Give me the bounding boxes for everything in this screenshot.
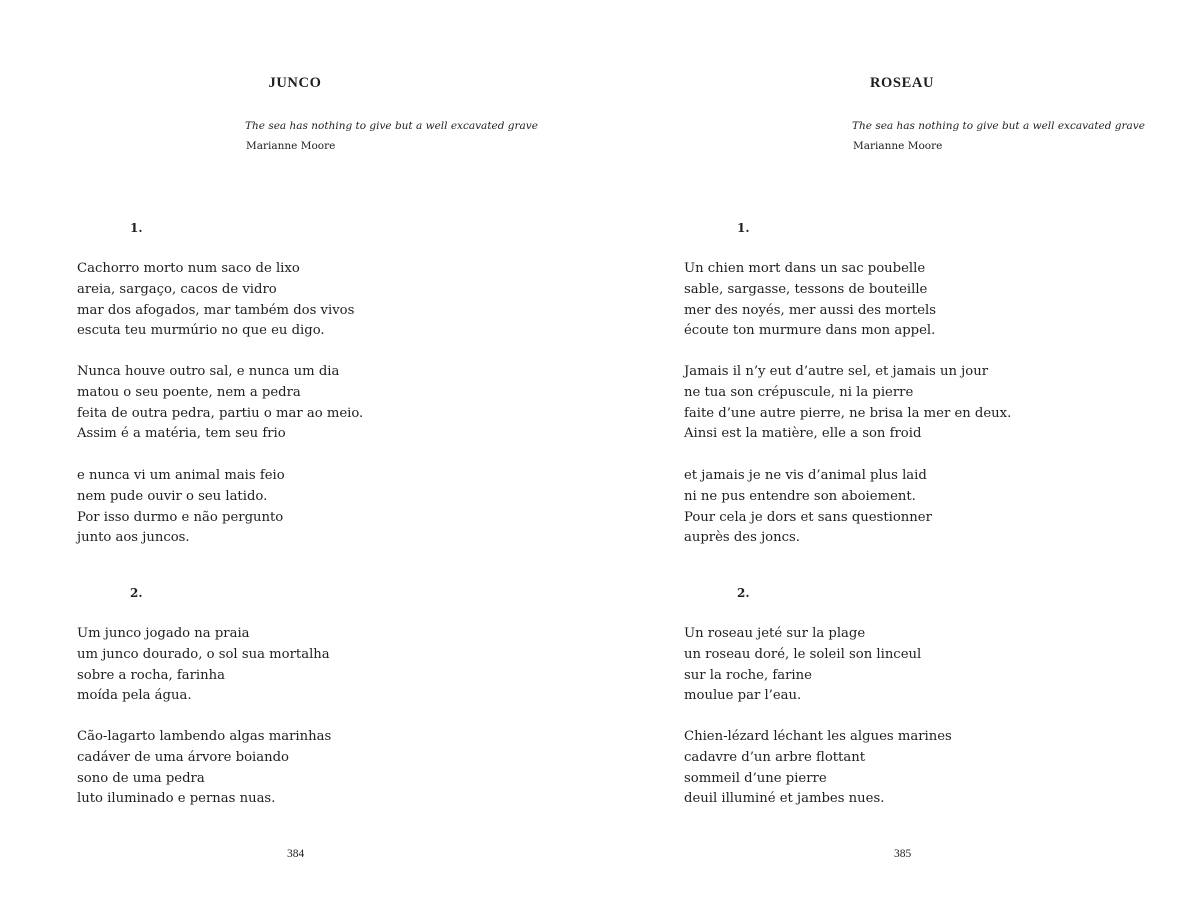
verse-line: e nunca vi um animal mais feio — [77, 468, 285, 483]
epigraph-author: Marianne Moore — [853, 140, 943, 152]
verse-line: Pour cela je dors et sans questionner — [684, 509, 932, 525]
verse-line: moída pela água. — [77, 688, 192, 704]
poem-title: JUNCO — [268, 75, 322, 91]
epigraph-quote: The sea has nothing to give but a well excavated grave — [852, 120, 1145, 132]
verse-line: cadáver de uma árvore boiando — [77, 749, 289, 765]
verse-line: junto aos juncos. — [77, 530, 190, 546]
epigraph — [245, 119, 538, 153]
verse-line: deuil illuminé et jambes nues. — [684, 791, 885, 807]
verse-line: um junco dourado, o sol sua mortalha — [77, 646, 330, 662]
stanza — [684, 362, 1011, 445]
verse-line: mer des noyés, mer aussi des mortels — [684, 302, 936, 318]
stanza — [684, 624, 921, 707]
verse-line: sono de uma pedra — [77, 770, 205, 786]
verse-line: Ainsi est la matière, elle a son froid — [684, 426, 922, 442]
stanza — [684, 727, 952, 810]
right-page — [599, 0, 1198, 904]
page-number: 384 — [287, 848, 305, 860]
verse-line: ne tua son crépuscule, ni la pierre — [684, 384, 914, 400]
verse-line: Nunca houve outro sal, e nunca um dia — [77, 364, 340, 379]
verse-line: Por isso durmo e não pergunto — [77, 509, 284, 525]
verse-line: Un roseau jeté sur la plage — [684, 626, 866, 641]
section-number: 2. — [130, 586, 143, 600]
verse-line: un roseau doré, le soleil son linceul — [684, 646, 922, 662]
verse-line: sobre a rocha, farinha — [77, 667, 225, 683]
verse-line: feita de outra pedra, partiu o mar ao meio. — [77, 405, 364, 421]
verse-line: ni ne pus entendre son aboiement. — [684, 488, 916, 504]
verse-line: et jamais je ne vis d’animal plus laid — [684, 468, 927, 483]
verse-line: areia, sargaço, cacos de vidro — [77, 281, 277, 297]
stanza — [77, 466, 285, 549]
page-number: 385 — [894, 848, 912, 860]
verse-line: auprès des joncs. — [684, 530, 800, 546]
verse-line: escuta teu murmúrio no que eu digo. — [77, 323, 325, 339]
verse-line: Cão-lagarto lambendo algas marinhas — [77, 729, 332, 744]
verse-line: écoute ton murmure dans mon appel. — [684, 323, 936, 339]
verse-line: mar dos afogados, mar também dos vivos — [77, 302, 355, 318]
stanza — [77, 624, 330, 707]
verse-line: matou o seu poente, nem a pedra — [77, 384, 301, 400]
stanza — [77, 259, 354, 342]
verse-line: Assim é a matéria, tem seu frio — [77, 426, 286, 442]
epigraph-author: Marianne Moore — [246, 140, 336, 152]
epigraph-quote: The sea has nothing to give but a well excavated grave — [245, 120, 538, 132]
verse-line: sable, sargasse, tessons de bouteille — [684, 281, 928, 297]
verse-line: Jamais il n’y eut d’autre sel, et jamais un jour — [684, 364, 988, 379]
poem-title: ROSEAU — [869, 75, 935, 91]
verse-line: Cachorro morto num saco de lixo — [77, 261, 300, 276]
verse-line: sommeil d’une pierre — [684, 770, 827, 786]
verse-line: luto iluminado e pernas nuas. — [77, 791, 276, 807]
verse-line: sur la roche, farine — [684, 667, 812, 683]
verse-line: faite d’une autre pierre, ne brisa la mer en deux. — [684, 405, 1012, 421]
stanza — [77, 727, 331, 810]
stanza — [684, 259, 936, 342]
verse-line: moulue par l’eau. — [684, 688, 802, 704]
stanza — [77, 362, 363, 445]
verse-line: nem pude ouvir o seu latido. — [77, 488, 268, 504]
section-number: 1. — [737, 221, 750, 235]
epigraph — [852, 119, 1145, 153]
verse-line: Chien-lézard léchant les algues marines — [684, 729, 952, 744]
section-number: 2. — [737, 586, 750, 600]
verse-line: Un chien mort dans un sac poubelle — [684, 261, 926, 276]
section-number: 1. — [130, 221, 143, 235]
stanza — [684, 466, 932, 549]
verse-line: Um junco jogado na praia — [77, 626, 250, 641]
verse-line: cadavre d’un arbre flottant — [684, 749, 866, 765]
